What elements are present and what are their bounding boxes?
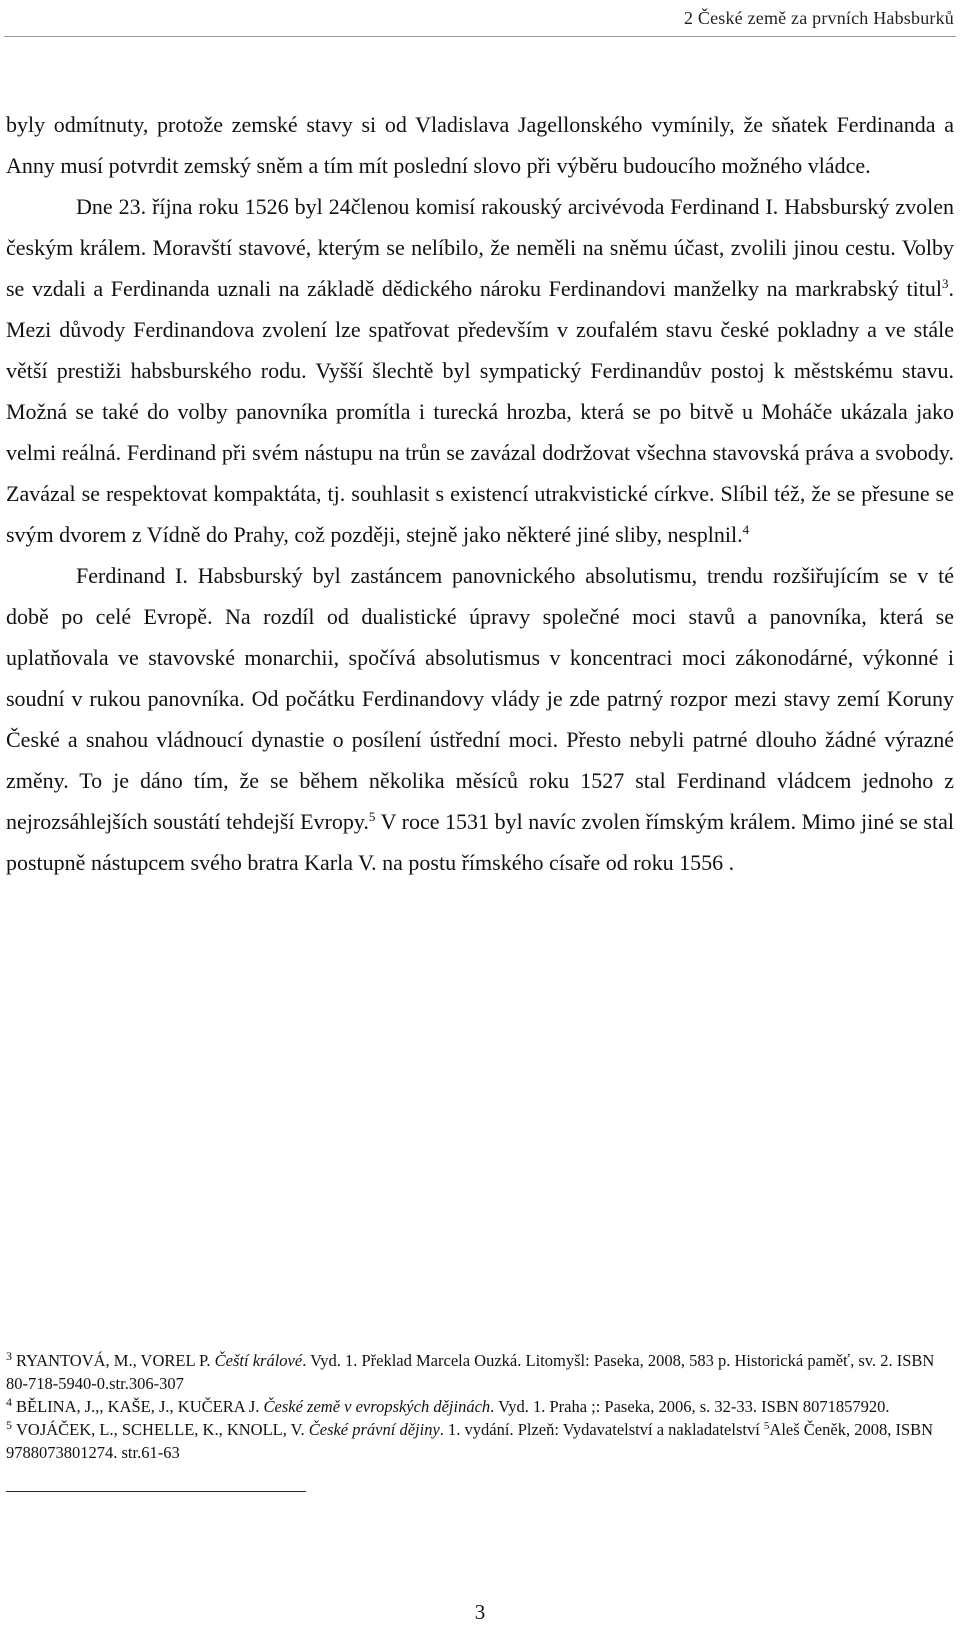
footnote-number: 5 [6, 1418, 12, 1432]
paragraph-2-text-a: Dne 23. října roku 1526 byl 24členou komisí rakouský arcivévoda Ferdinand I. Habsburský zvolen českým králem. Moravští stavové, kterým se nelíbilo, že neměli na sněmu účast, zvolili jinou cestu. Volby se vzdali a Ferdinanda uznali na základě dědického nároku Ferdinandovi manželky na markrabský titul [6, 194, 954, 301]
footnote-3 [6, 1349, 954, 1395]
footnote-number: 3 [6, 1349, 12, 1363]
header-rule [4, 36, 956, 37]
footnote-separator [6, 1491, 306, 1492]
paragraph-2-text-b: . Mezi důvody Ferdinandova zvolení lze spatřovat především v zoufalém stavu české pokladny a ve stále větší prestiži habsburského rodu. Vyšší šlechtě byl sympatický Ferdinandův postoj k městskému stavu. Možná se také do volby panovníka promítla i turecká hrozba, která se po bitvě u Moháče ukázala jako velmi reálná. Ferdinand při svém nástupu na trůn se zavázal dodržovat všechna stavovská práva a svobody. Zavázal se respektovat kompaktáta, tj. souhlasit s existencí utrakvistické církve. Slíbil též, že se přesune se svým dvorem z Vídně do Prahy, což později, stejně jako některé jiné sliby, nesplnil. [6, 276, 954, 547]
footnote-ref-5[interactable]: 5 [368, 809, 376, 824]
footnotes [6, 1349, 954, 1464]
footnote-ref-4[interactable]: 4 [742, 522, 750, 537]
footnote-text: Aleš Čeněk, 2008, ISBN 9788073801274. str.61-63 [6, 1420, 934, 1462]
footnote-text: . Vyd. 1. Překlad Marcela Ouzká. Litomyšl: Paseka, 2008, 583 p. Historická paměť, sv. 2. ISBN 80-718-5940-0.str.306-307 [6, 1351, 935, 1393]
footnote-title: České země v evropských dějinách [263, 1397, 491, 1416]
footnote-title: České právní dějiny [308, 1420, 440, 1439]
paragraph-2 [6, 186, 954, 555]
page-number: 3 [474, 1600, 486, 1624]
paragraph-3-text-a: Ferdinand I. Habsburský byl zastáncem panovnického absolutismu, trendu rozšiřujícím se v té době po celé Evropě. Na rozdíl od dualistické úpravy společné moci stavů a panovníka, která se uplatňovala ve stavovské monarchii, spočívá absolutismus v koncentraci moci zákonodárné, výkonné i soudní v rukou panovníka. Od počátku Ferdinandovy vlády je zde patrný rozpor mezi stavy zemí Koruny České a snahou vládnoucí dynastie o posílení ústřední moci. Přesto nebyli patrné dlouho žádné výrazné změny. To je dáno tím, že se během několika měsíců roku 1527 stal Ferdinand vládcem jednoho z nejrozsáhlejších soustátí tehdejší Evropy. [6, 563, 954, 834]
footnote-text: . 1. vydání. Plzeň: Vydavatelství a nakladatelství [439, 1420, 764, 1439]
body-text [6, 104, 954, 883]
running-header: 2 České země za prvních Habsburků [683, 8, 954, 28]
paragraph-3 [6, 555, 954, 883]
footnote-4 [6, 1395, 954, 1418]
footnote-text: . Vyd. 1. Praha ;: Paseka, 2006, s. 32-33. ISBN 8071857920. [490, 1397, 890, 1416]
footnote-text: VOJÁČEK, L., SCHELLE, K., KNOLL, V. [16, 1420, 309, 1439]
paragraph-1: byly odmítnuty, protože zemské stavy si od Vladislava Jagellonského vymínily, že sňatek Ferdinanda a Anny musí potvrdit zemský sněm a tím mít poslední slovo při výběru budoucího možného vládce. [6, 112, 954, 178]
footnote-inline-number: 5 [763, 1420, 770, 1432]
footnote-number: 4 [6, 1395, 12, 1409]
footnote-title: Čeští králové [214, 1351, 303, 1370]
footnote-text: BĚLINA, J.,, KAŠE, J., KUČERA J. [16, 1397, 264, 1416]
footnote-5 [6, 1418, 954, 1464]
footnote-ref-3[interactable]: 3 [942, 276, 949, 291]
paragraph-3-text-b: V roce 1531 byl navíc zvolen římským králem. Mimo jiné se stal postupně nástupcem svého bratra Karla V. na postu římského císaře od roku 1556 . [6, 809, 954, 875]
footnote-text: RYANTOVÁ, M., VOREL P. [16, 1351, 215, 1370]
